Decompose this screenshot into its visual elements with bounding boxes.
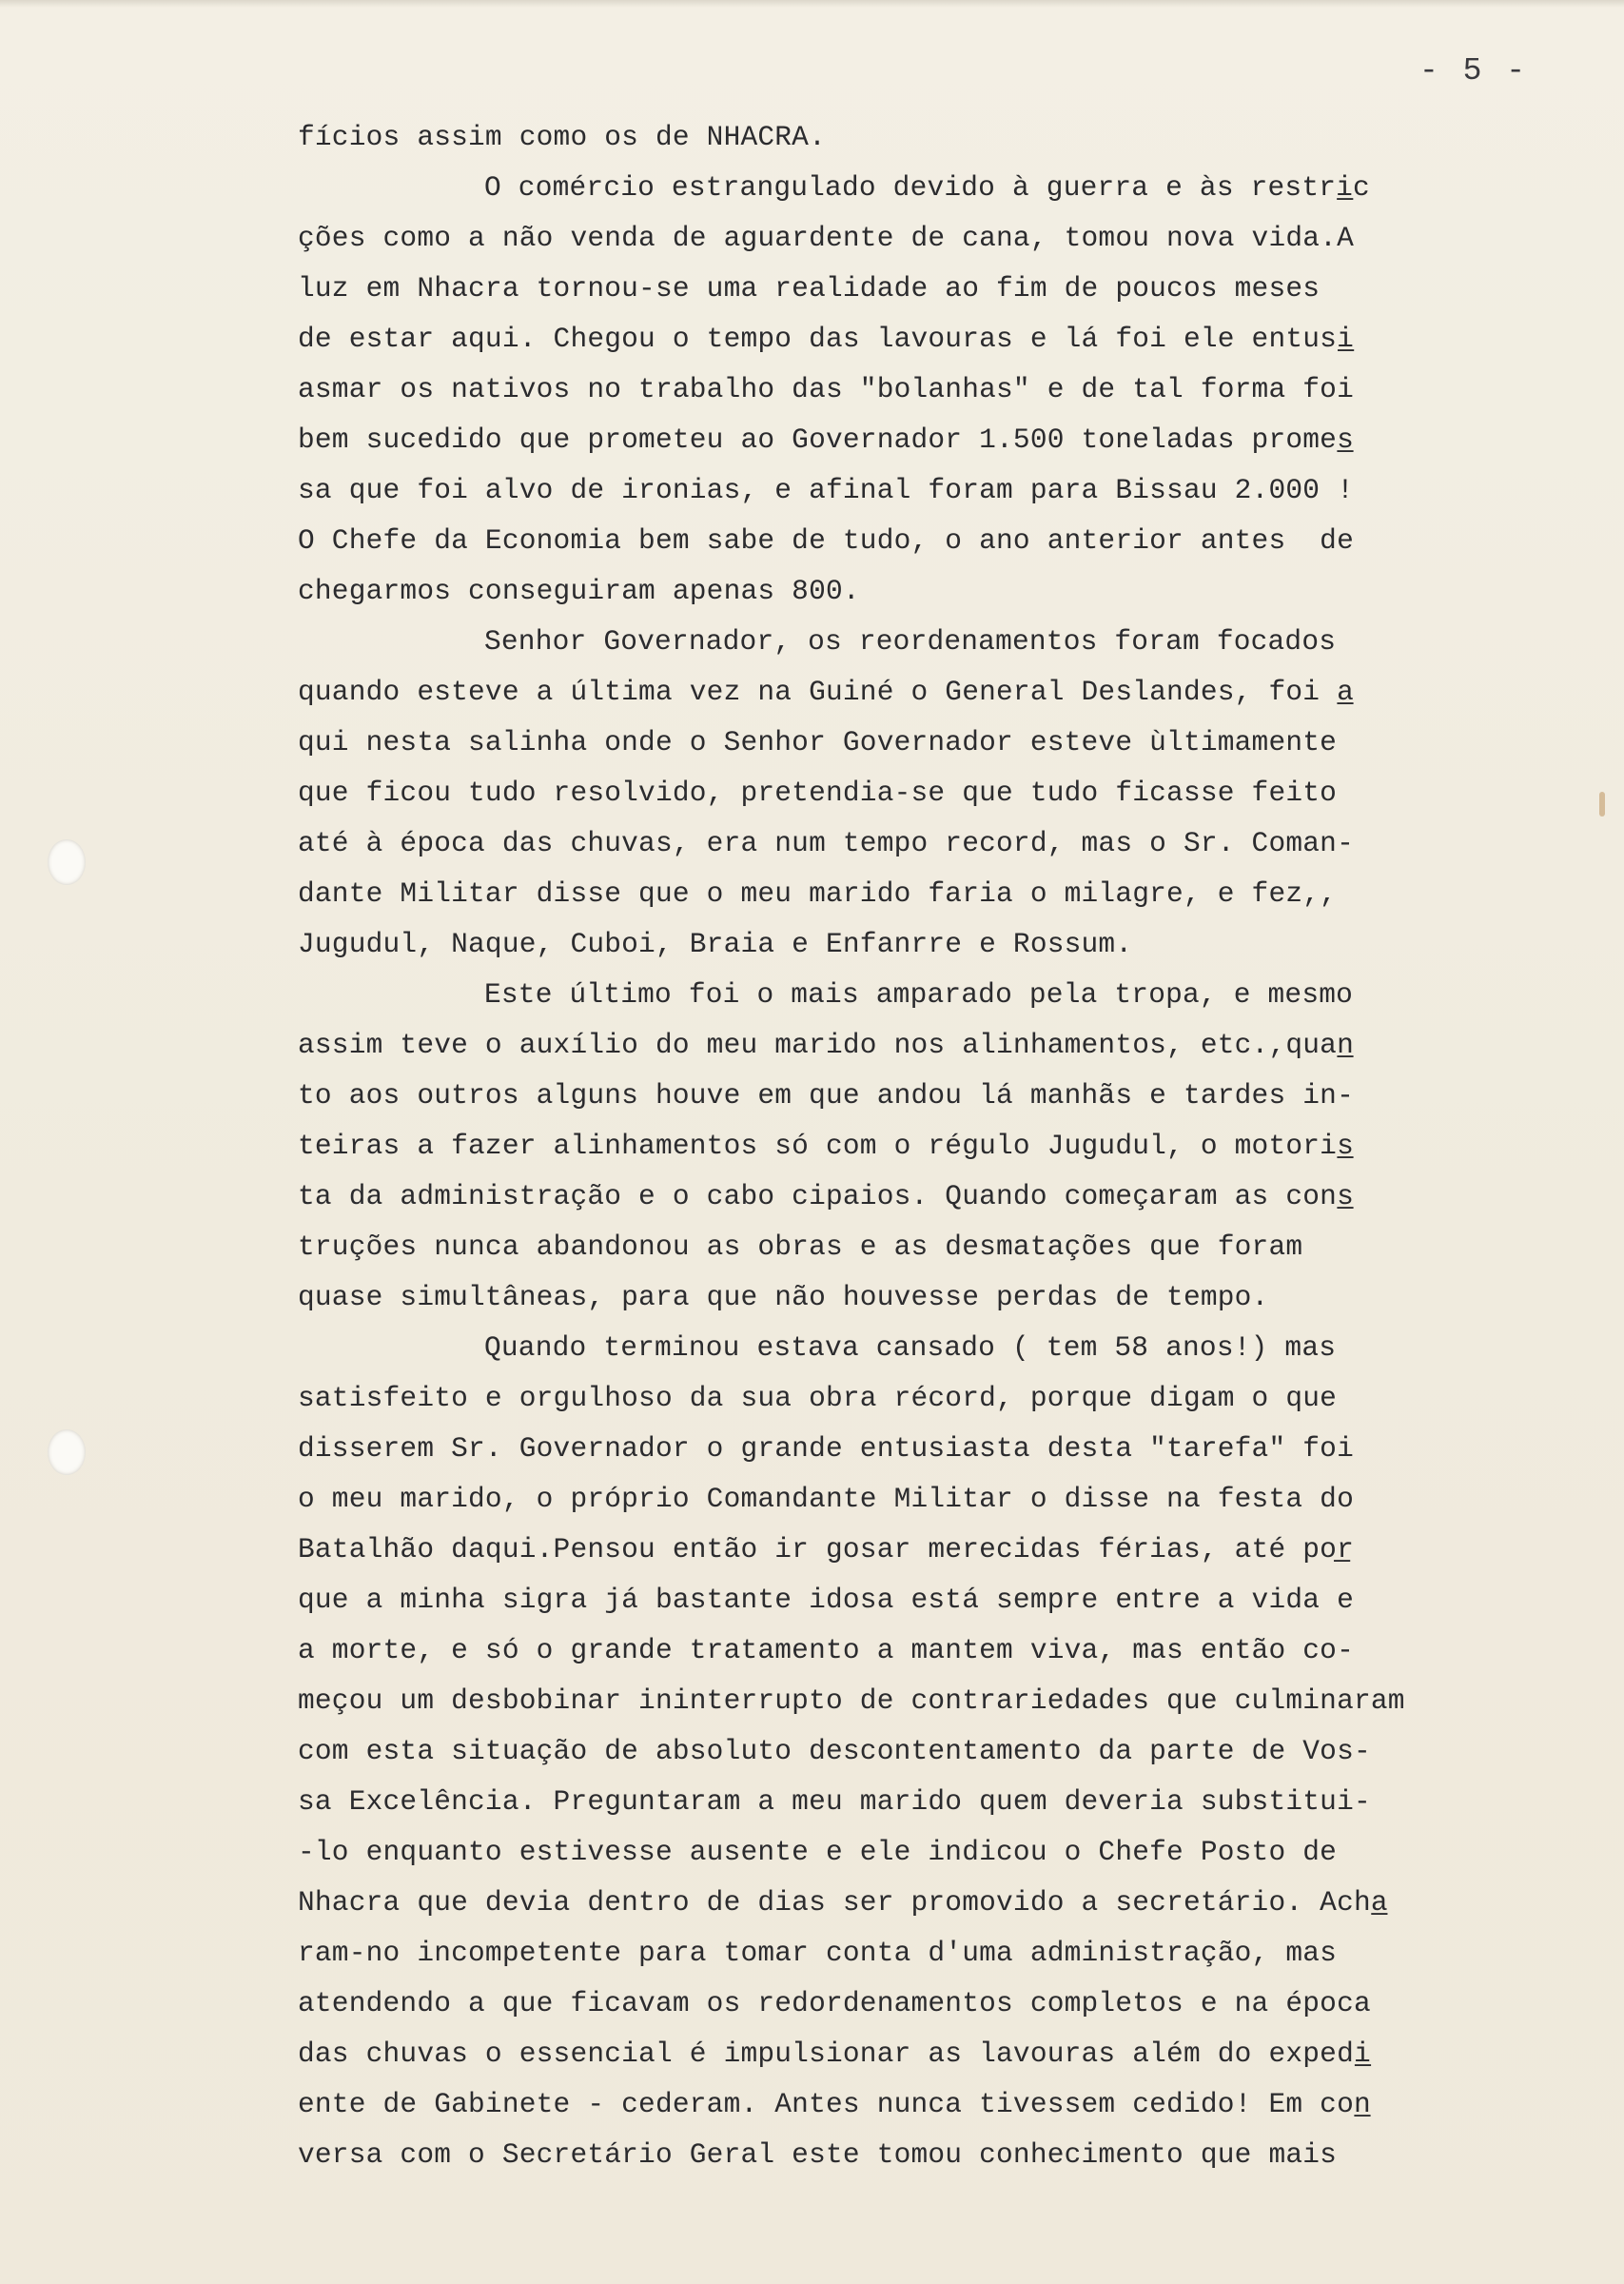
text-line: ções como a não venda de aguardente de cana, tomou nova vida.A <box>298 222 1354 254</box>
text-line: ta da administração e o cabo cipaios. Quando começaram as cons̲ <box>298 1180 1354 1212</box>
text-line: ente de Gabinete - cederam. Antes nunca tivessem cedido! Em con̲ <box>298 2088 1371 2120</box>
text-line: quando esteve a última vez na Guiné o General Deslandes, foi a̲ <box>298 676 1354 708</box>
text-line: Senhor Governador, os reordenamentos foram focados <box>484 625 1337 658</box>
text-line: sa Excelência. Preguntaram a meu marido quem deveria substitui- <box>298 1785 1371 1818</box>
text-line: -lo enquanto estivesse ausente e ele indicou o Chefe Posto de <box>298 1836 1338 1868</box>
text-line: teiras a fazer alinhamentos só com o régulo Jugudul, o motoris̲ <box>298 1130 1354 1162</box>
text-line: disserem Sr. Governador o grande entusiasta desta "tarefa" foi <box>298 1432 1354 1465</box>
text-line: O Chefe da Economia bem sabe de tudo, o ano anterior antes de <box>298 524 1354 557</box>
text-line: meçou um desbobinar ininterrupto de contrariedades que culminaram <box>298 1684 1405 1717</box>
text-line: qui nesta salinha onde o Senhor Governador esteve ùltimamente <box>298 726 1338 758</box>
text-line: bem sucedido que prometeu ao Governador 1.500 toneladas promes̲ <box>298 423 1354 456</box>
text-line: que a minha sigra já bastante idosa está sempre entre a vida e <box>298 1584 1354 1616</box>
text-line: de estar aqui. Chegou o tempo das lavouras e lá foi ele entusi̲ <box>298 323 1354 355</box>
text-line: assim teve o auxílio do meu marido nos alinhamentos, etc.,quan̲ <box>298 1029 1354 1061</box>
text-line: Este último foi o mais amparado pela tropa, e mesmo <box>484 978 1354 1011</box>
text-line: Batalhão daqui.Pensou então ir gosar merecidas férias, até por̲ <box>298 1533 1354 1565</box>
text-line: versa com o Secretário Geral este tomou conhecimento que mais <box>298 2138 1338 2171</box>
text-line: satisfeito e orgulhoso da sua obra récord, porque digam o que <box>298 1382 1338 1414</box>
punch-hole-top <box>48 839 86 885</box>
text-line: luz em Nhacra tornou-se uma realidade ao fim de poucos meses <box>298 272 1321 305</box>
text-line: Jugudul, Naque, Cuboi, Braia e Enfanrre e Rossum. <box>298 928 1133 960</box>
text-line: fícios assim como os de NHACRA. <box>298 121 826 153</box>
text-line: quase simultâneas, para que não houvesse perdas de tempo. <box>298 1281 1269 1313</box>
text-line: to aos outros alguns houve em que andou lá manhãs e tardes in- <box>298 1079 1354 1112</box>
text-line: das chuvas o essencial é impulsionar as lavouras além do expedi̲ <box>298 2038 1371 2070</box>
text-line: asmar os nativos no trabalho das "bolanhas" e de tal forma foi <box>298 373 1354 405</box>
text-line: Nhacra que devia dentro de dias ser promovido a secretário. Acha̲ <box>298 1886 1388 1919</box>
text-line: sa que foi alvo de ironias, e afinal foram para Bissau 2.000 ! <box>298 474 1354 506</box>
text-line: Quando terminou estava cansado ( tem 58 anos!) mas <box>484 1331 1337 1364</box>
text-line: o meu marido, o próprio Comandante Militar o disse na festa do <box>298 1483 1354 1515</box>
text-line: truções nunca abandonou as obras e as desmatações que foram <box>298 1231 1303 1263</box>
text-line: chegarmos conseguiram apenas 800. <box>298 575 860 607</box>
punch-hole-bottom <box>48 1429 86 1475</box>
text-line: ram-no incompetente para tomar conta d'uma administração, mas <box>298 1937 1338 1969</box>
text-line: até à época das chuvas, era num tempo record, mas o Sr. Coman- <box>298 827 1354 859</box>
paper-stain <box>1599 792 1605 817</box>
text-line: dante Militar disse que o meu marido faria o milagre, e fez,, <box>298 877 1338 910</box>
text-line: com esta situação de absoluto descontentamento da parte de Vos- <box>298 1735 1371 1767</box>
text-line: atendendo a que ficavam os redordenamentos completos e na época <box>298 1987 1371 2019</box>
text-line: O comércio estrangulado devido à guerra e às restri̲c <box>484 171 1370 204</box>
page-number: - 5 - <box>1419 53 1529 89</box>
typewritten-body <box>298 112 1516 2180</box>
top-edge-shadow <box>0 0 1624 8</box>
text-line: a morte, e só o grande tratamento a mantem viva, mas então co- <box>298 1634 1354 1666</box>
text-line: que ficou tudo resolvido, pretendia-se que tudo ficasse feito <box>298 777 1338 809</box>
